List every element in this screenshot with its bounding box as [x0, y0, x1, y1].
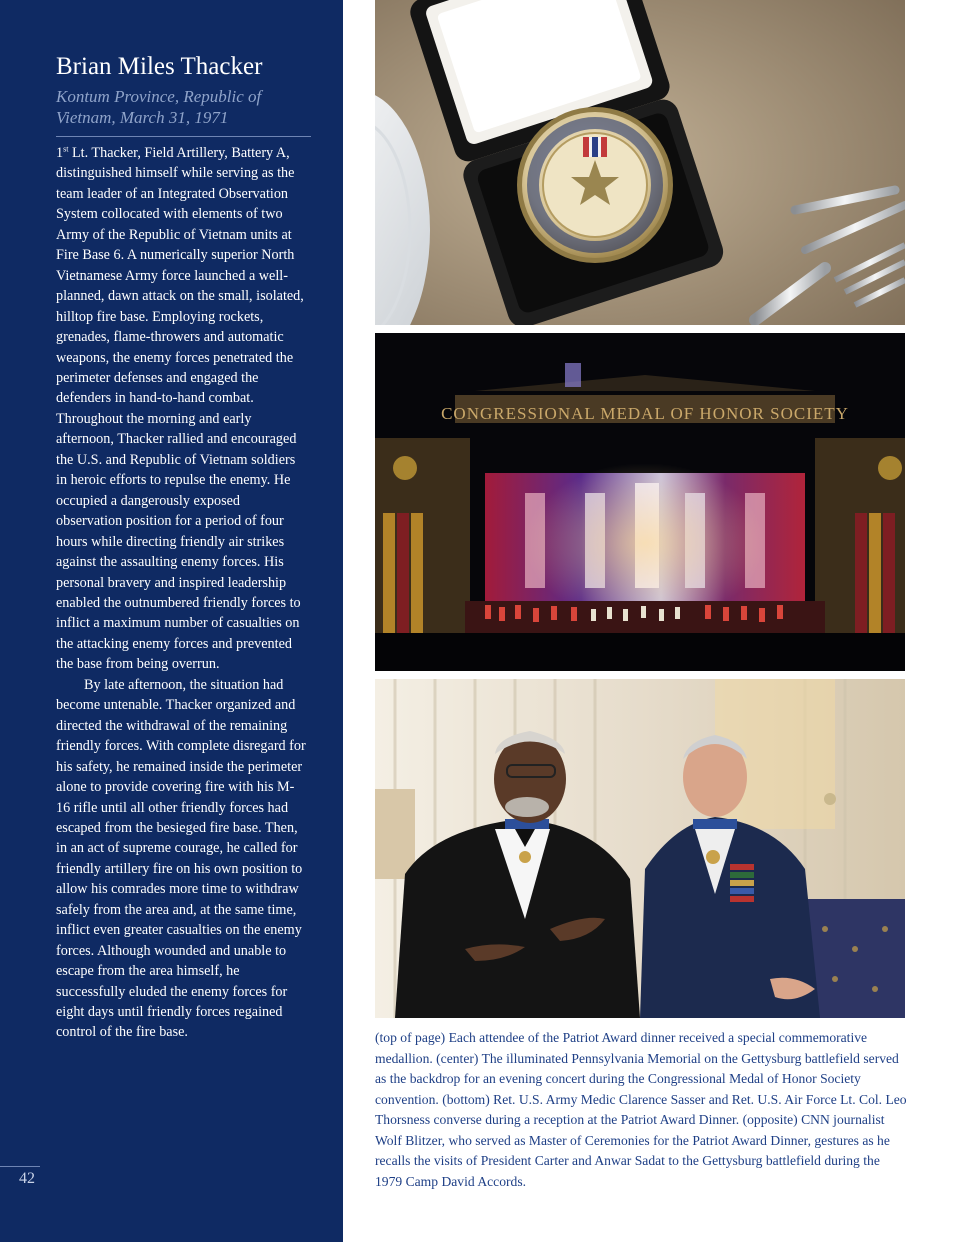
action-place-date: Kontum Province, Republic of Vietnam, March 31, 1971	[56, 87, 262, 127]
photo-memorial-concert	[375, 333, 905, 671]
citation-paragraph-2: By late afternoon, the situation had become untenable. Thacker organized and directed the withdrawal of the remaining friendly forces. With complete disregard for his safety, he remained inside the perimeter alone to provide covering fire with his M-16 rifle until all other friendly forces had escaped from the besieged fire base. Then, in an act of supreme courage, he called for friendly artillery fire on his own position to allow his comrades more time to withdraw safely from the area and, at the same time, inflict even greater casualties on the enemy forces. Although wounded and unable to escape from the area himself, he successfully eluded the enemy forces for eight days until friendly forces regained control of the fire base.	[56, 676, 306, 1041]
sidebar-panel	[0, 0, 343, 1242]
citation-paragraph-1-body: Lt. Thacker, Field Artillery, Battery A, distinguished himself while serving as the team leader of an Integrated Observation System collocated with elements of two Army of the Republic of Vietnam units at Fire Base 6. A numerically superior North Vietnamese Army force launched a well-planned, dawn attack on the small, isolated, hilltop fire base. Employing rockets, grenades, flame-throwers and automatic weapons, the enemy forces penetrated the perimeter defenses and engaged the defenders in hand-to-hand combat. Throughout the morning and early afternoon, Thacker rallied and encouraged the U.S. and Republic of Vietnam soldiers in heroic efforts to repulse the enemy. He occupied a dangerously exposed observation position for a period of four hours while directing friendly air strikes against the assaulting enemy forces. His personal bravery and inspired leadership enabled the outnumbered friendly forces to inflict a maximum number of casualties on the attacking enemy forces and prevented the base from being overrun.	[56, 145, 304, 673]
stage-banner-text: CONGRESSIONAL MEDAL OF HONOR SOCIETY	[441, 404, 849, 423]
rank-ordinal-suffix: st	[63, 144, 69, 154]
rank-ordinal: 1	[56, 145, 64, 161]
citation-paragraph-1	[56, 143, 308, 675]
photo-caption: (top of page) Each attendee of the Patriot Award dinner received a special commemorative medallion. (center) The illuminated Pennsylvania Memorial on the Gettysburg battlefield served as the backdrop for an evening concert during the Congressional Medal of Honor Society convention. (bottom) Ret. U.S. Army Medic Clarence Sasser and Ret. U.S. Air Force Lt. Col. Leo Thorsness converse during a reception at the Patriot Award Dinner. (opposite) CNN journalist Wolf Blitzer, who served as Master of Ceremonies for the Patriot Award Dinner, gestures as he recalls the visits of President Carter and Anwar Sadat to the Gettysburg battlefield during the 1979 Camp David Accords.	[375, 1030, 907, 1189]
honoree-name: Brian Miles Thacker	[56, 53, 263, 80]
photo-honorees-conversing	[375, 679, 905, 1018]
folio-divider	[0, 1166, 40, 1167]
photo-medallion	[375, 0, 905, 325]
page-number: 42	[19, 1170, 35, 1187]
citation-text	[56, 143, 308, 1043]
divider	[56, 136, 311, 137]
